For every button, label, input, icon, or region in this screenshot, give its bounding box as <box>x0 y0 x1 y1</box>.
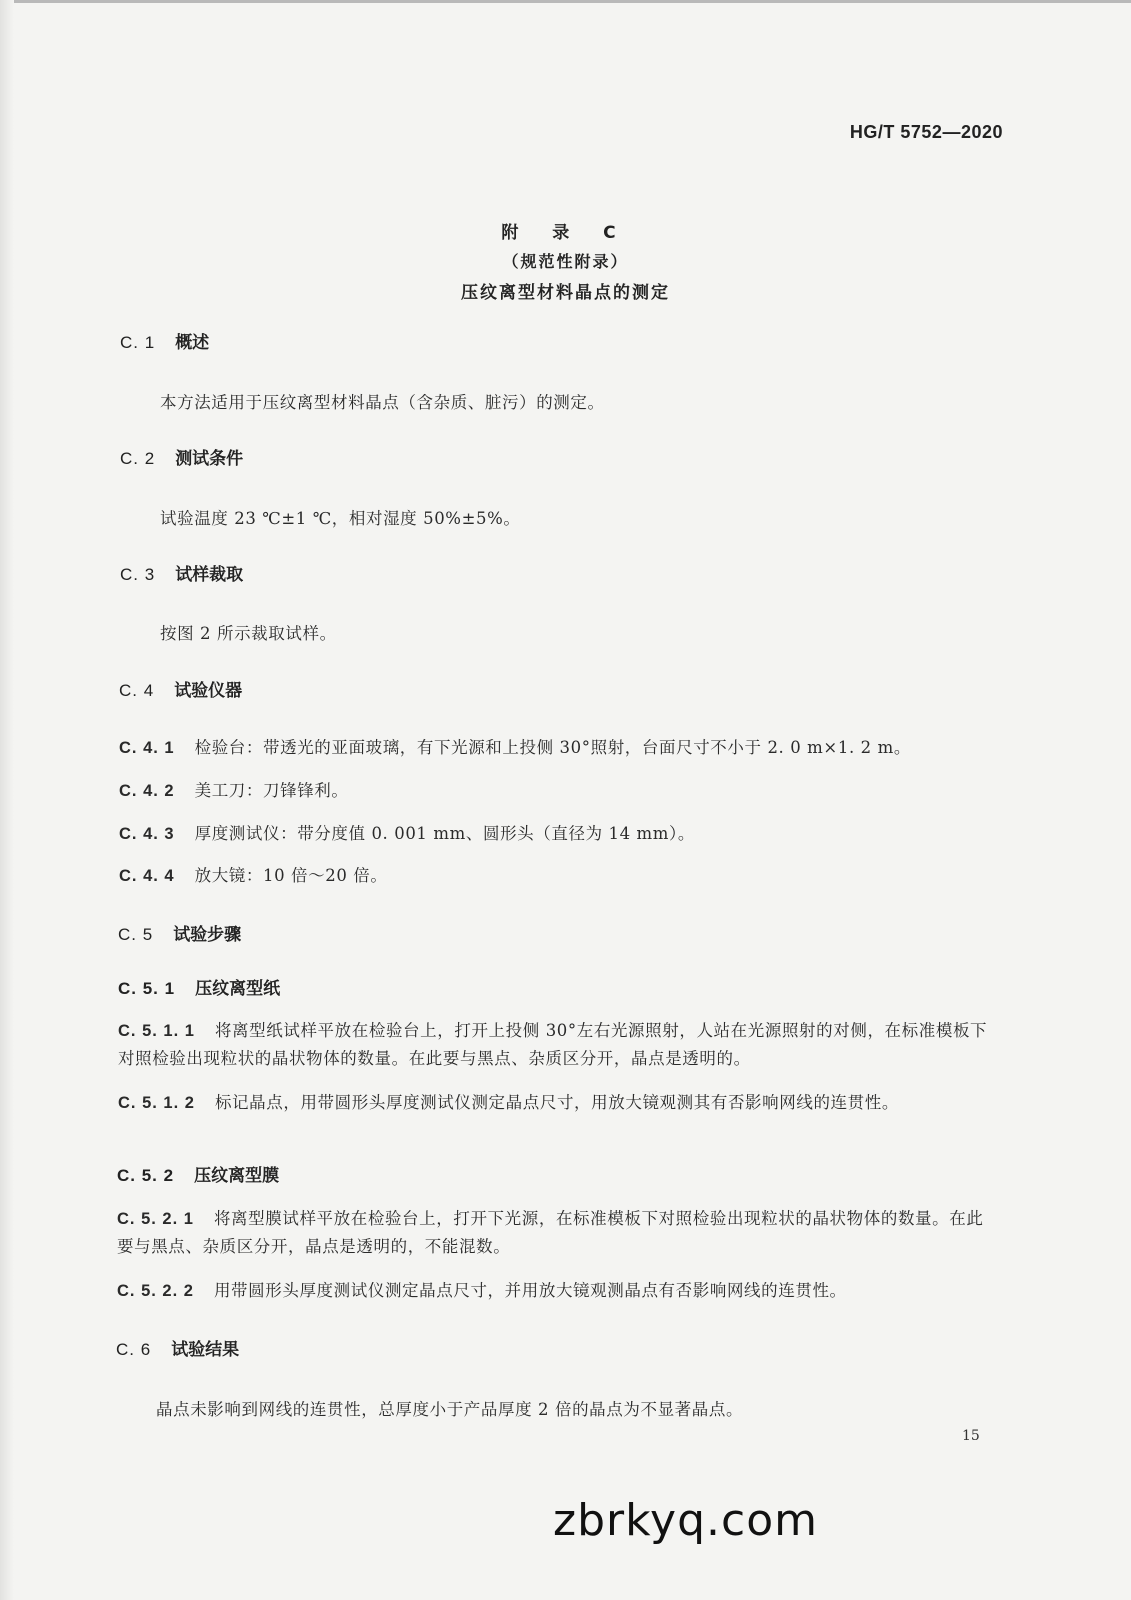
clause-text: 检验台：带透光的亚面玻璃，有下光源和上投侧 30°照射，台面尺寸不小于 2. 0 m×1. 2 m。 <box>194 738 911 757</box>
section-heading-c3 <box>120 560 243 585</box>
section-number: C. 6 <box>116 1340 152 1359</box>
clause-number: C. 5. 1. 2 <box>118 1094 195 1112</box>
section-text-c6: 晶点未影响到网线的连贯性，总厚度小于产品厚度 2 倍的晶点为不显著晶点。 <box>156 1400 744 1419</box>
section-title: 试验仪器 <box>174 681 243 701</box>
section-text-c3: 按图 2 所示裁取试样。 <box>160 624 337 643</box>
subsection-heading-c5-1 <box>118 974 280 999</box>
clause-c4-4 <box>119 862 999 890</box>
clause-text: 标记晶点，用带圆形头厚度测试仪测定晶点尺寸，用放大镜观测其有否影响网线的连贯性。 <box>214 1093 899 1112</box>
section-title: 试验步骤 <box>173 925 242 945</box>
site-watermark: zbrkyq.com <box>553 1495 818 1546</box>
section-number: C. 2 <box>120 449 156 468</box>
annex-title: 压纹离型材料晶点的测定 <box>461 283 670 303</box>
clause-text: 将离型膜试样平放在检验台上，打开下光源，在标准模板下对照检验出现粒状的晶状物体的数量。在此要与黑点、杂质区分开，晶点是透明的，不能混数。 <box>117 1209 984 1256</box>
clause-c5-2-1 <box>117 1205 997 1261</box>
annex-label: 附 录 C <box>501 223 630 243</box>
section-heading-c2 <box>120 444 243 469</box>
section-heading-c4 <box>119 676 242 701</box>
scan-top-edge <box>0 0 1131 3</box>
section-number: C. 5 <box>118 925 154 944</box>
clause-c4-3 <box>119 820 999 848</box>
subsection-title: 压纹离型纸 <box>195 979 281 999</box>
clause-number: C. 5. 2. 1 <box>117 1210 194 1228</box>
clause-c4-1 <box>119 734 999 762</box>
clause-c5-2-2 <box>117 1277 997 1305</box>
clause-number: C. 5. 2. 2 <box>117 1282 194 1300</box>
subsection-number: C. 5. 2 <box>117 1166 175 1185</box>
section-text-c2: 试验温度 23 ℃±1 ℃，相对湿度 50%±5%。 <box>160 509 521 528</box>
annex-category: （规范性附录） <box>502 252 629 271</box>
clause-number: C. 4. 1 <box>119 739 175 757</box>
clause-number: C. 4. 4 <box>119 867 175 885</box>
standard-code: HG/T 5752—2020 <box>849 122 1003 142</box>
clause-number: C. 5. 1. 1 <box>118 1022 195 1040</box>
section-title: 试验结果 <box>171 1340 240 1360</box>
clause-text: 美工刀：刀锋锋利。 <box>194 781 349 800</box>
section-heading-c5 <box>118 920 241 945</box>
clause-number: C. 4. 3 <box>119 825 175 843</box>
section-heading-c1 <box>120 328 209 353</box>
section-number: C. 4 <box>119 681 155 700</box>
clause-number: C. 4. 2 <box>119 782 175 800</box>
subsection-number: C. 5. 1 <box>118 979 176 998</box>
clause-text: 放大镜：10 倍～20 倍。 <box>194 866 388 885</box>
section-number: C. 3 <box>120 565 156 584</box>
clause-text: 用带圆形头厚度测试仪测定晶点尺寸，并用放大镜观测晶点有否影响网线的连贯性。 <box>213 1281 847 1300</box>
section-title: 概述 <box>175 333 210 353</box>
section-title: 测试条件 <box>175 449 244 469</box>
clause-c5-1-2 <box>118 1089 998 1117</box>
subsection-title: 压纹离型膜 <box>194 1166 280 1186</box>
section-title: 试样裁取 <box>175 565 244 585</box>
clause-c5-1-1 <box>118 1017 998 1073</box>
section-number: C. 1 <box>120 333 156 352</box>
section-heading-c6 <box>116 1335 239 1360</box>
section-text-c1: 本方法适用于压纹离型材料晶点（含杂质、脏污）的测定。 <box>160 393 605 412</box>
page-number: 15 <box>962 1428 980 1444</box>
clause-c4-2 <box>119 777 999 805</box>
clause-text: 将离型纸试样平放在检验台上，打开上投侧 30°左右光源照射，人站在光源照射的对侧，在标准模板下对照检验出现粒状的晶状物体的数量。在此要与黑点、杂质区分开，晶点是透明的。 <box>118 1021 988 1068</box>
subsection-heading-c5-2 <box>117 1161 279 1186</box>
clause-text: 厚度测试仪：带分度值 0. 001 mm、圆形头（直径为 14 mm）。 <box>194 824 695 843</box>
